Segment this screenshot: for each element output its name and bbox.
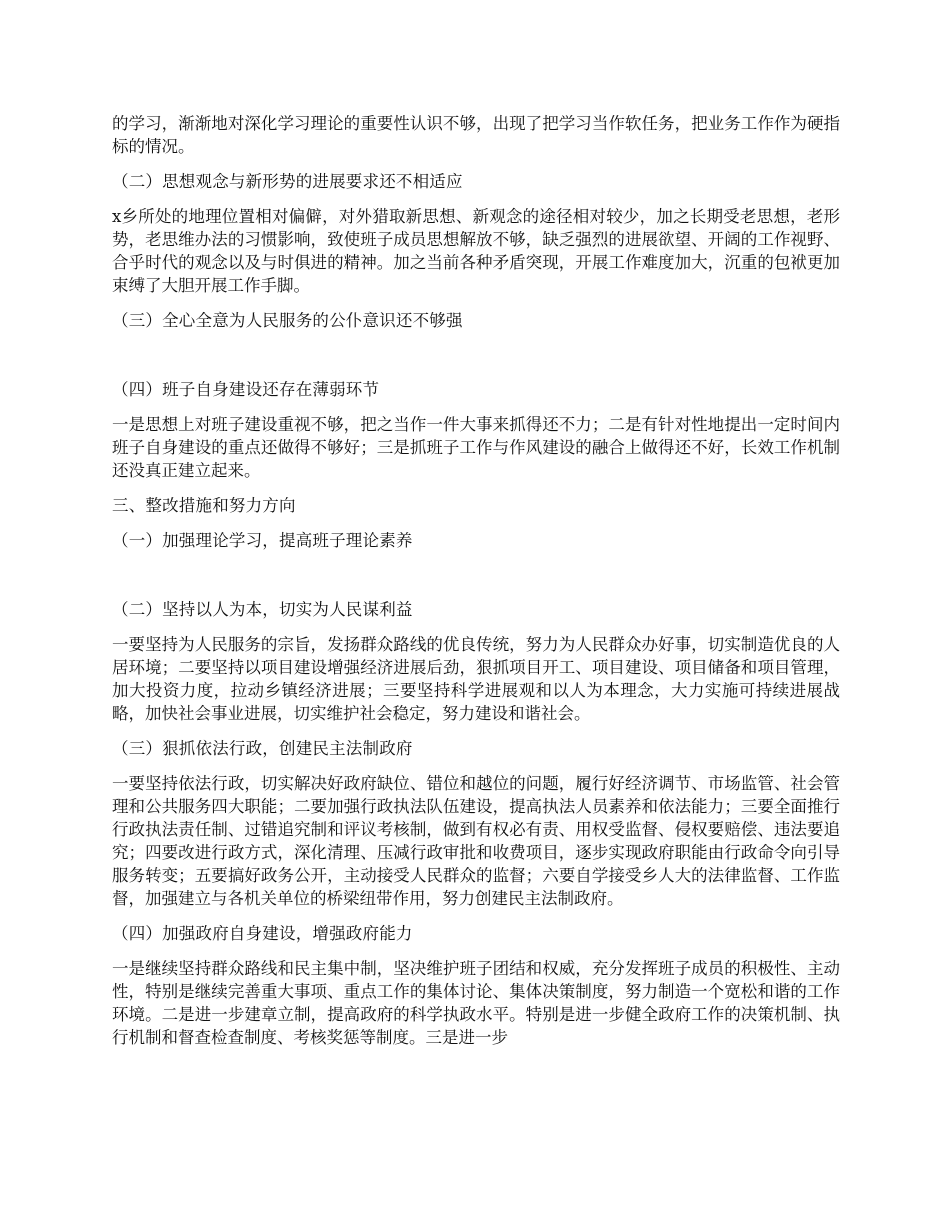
blank-space <box>112 344 840 378</box>
paragraph-people-oriented: 一要坚持为人民服务的宗旨，发扬群众路线的优良传统，努力为人民群众办好事，切实制造优良的人居环境；二要坚持以项目建设增强经济进展后劲，狠抓项目开工、项目建设、项目储备和项目管理，加大投资力度，拉动乡镇经济进展；三要坚持科学进展观和以人为本理念，大力实施可持续进展战略，加快社会事业进展，切实维护社会稳定，努力建设和谐社会。 <box>112 635 840 723</box>
paragraph-team-building-issues: 一是思想上对班子建设重视不够，把之当作一件大事来抓得还不力；二是有针对性地提出一定时间内班子自身建设的重点还做得不够好；三是抓班子工作与作风建设的融合上做得还不好，长效工作机制还没真正建立起来。 <box>112 415 840 480</box>
blank-space <box>112 564 840 598</box>
heading-section-three: 三、整改措施和努力方向 <box>112 496 296 515</box>
paragraph-government-capacity: 一是继续坚持群众路线和民主集中制，坚决维护班子团结和权威，充分发挥班子成员的积极性、主动性，特别是继续完善重大事项、重点工作的集体讨论、集体决策制度，努力制造一个宽松和谐的工作环境。二是进一步建章立制，提高政府的科学执政水平。特别是进一步健全政府工作的决策机制、执行机制和督查检查制度、考核奖惩等制度。三是进一步 <box>112 959 840 1047</box>
heading-thinking-concepts: （二）思想观念与新形势的进展要求还不相适应 <box>112 172 463 191</box>
paragraph-rule-of-law: 一要坚持依法行政，切实解决好政府缺位、错位和越位的问题，履行好经济调节、市场监管、社会管理和公共服务四大职能；二要加强行政执法队伍建设，提高执法人员素养和依法能力；三要全面推行行政执法责任制、过错追究制和评议考核制，做到有权必有责、用权受监督、侵权要赔偿、违法要追究；四要改进行政方式，深化清理、压减行政审批和收费项目，逐步实现政府职能由行政命令向引导服务转变；五要搞好政务公开，主动接受人民群众的监督；六要自学接受乡人大的法律监督、工作监督，加强建立与各机关单位的桥梁纽带作用，努力创建民主法制政府。 <box>112 774 840 908</box>
heading-rule-of-law: （三）狠抓依法行政，创建民主法制政府 <box>112 739 413 758</box>
heading-government-capacity: （四）加强政府自身建设，增强政府能力 <box>112 924 413 943</box>
heading-team-building: （四）班子自身建设还存在薄弱环节 <box>112 380 380 399</box>
paragraph-geographic-location: x乡所处的地理位置相对偏僻，对外猎取新思想、新观念的途径相对较少，加之长期受老思想，老形势，老思维办法的习惯影响，致使班子成员思想解放不够，缺乏强烈的进展欲望、开阔的工作视野、合乎时代的观念以及与时俱进的精神。加之当前各种矛盾突现，开展工作难度加大，沉重的包袱更加束缚了大胆开展工作手脚。 <box>112 207 840 295</box>
heading-people-oriented: （二）坚持以人为本，切实为人民谋利益 <box>112 600 413 619</box>
heading-theory-study: （一）加强理论学习，提高班子理论素养 <box>112 531 413 550</box>
paragraph-study-awareness: 的学习，渐渐地对深化学习理论的重要性认识不够，出现了把学习当作软任务，把业务工作作为硬指标的情况。 <box>112 114 840 156</box>
heading-serve-people: （三）全心全意为人民服务的公仆意识还不够强 <box>112 311 463 330</box>
document-page <box>112 112 840 1061</box>
